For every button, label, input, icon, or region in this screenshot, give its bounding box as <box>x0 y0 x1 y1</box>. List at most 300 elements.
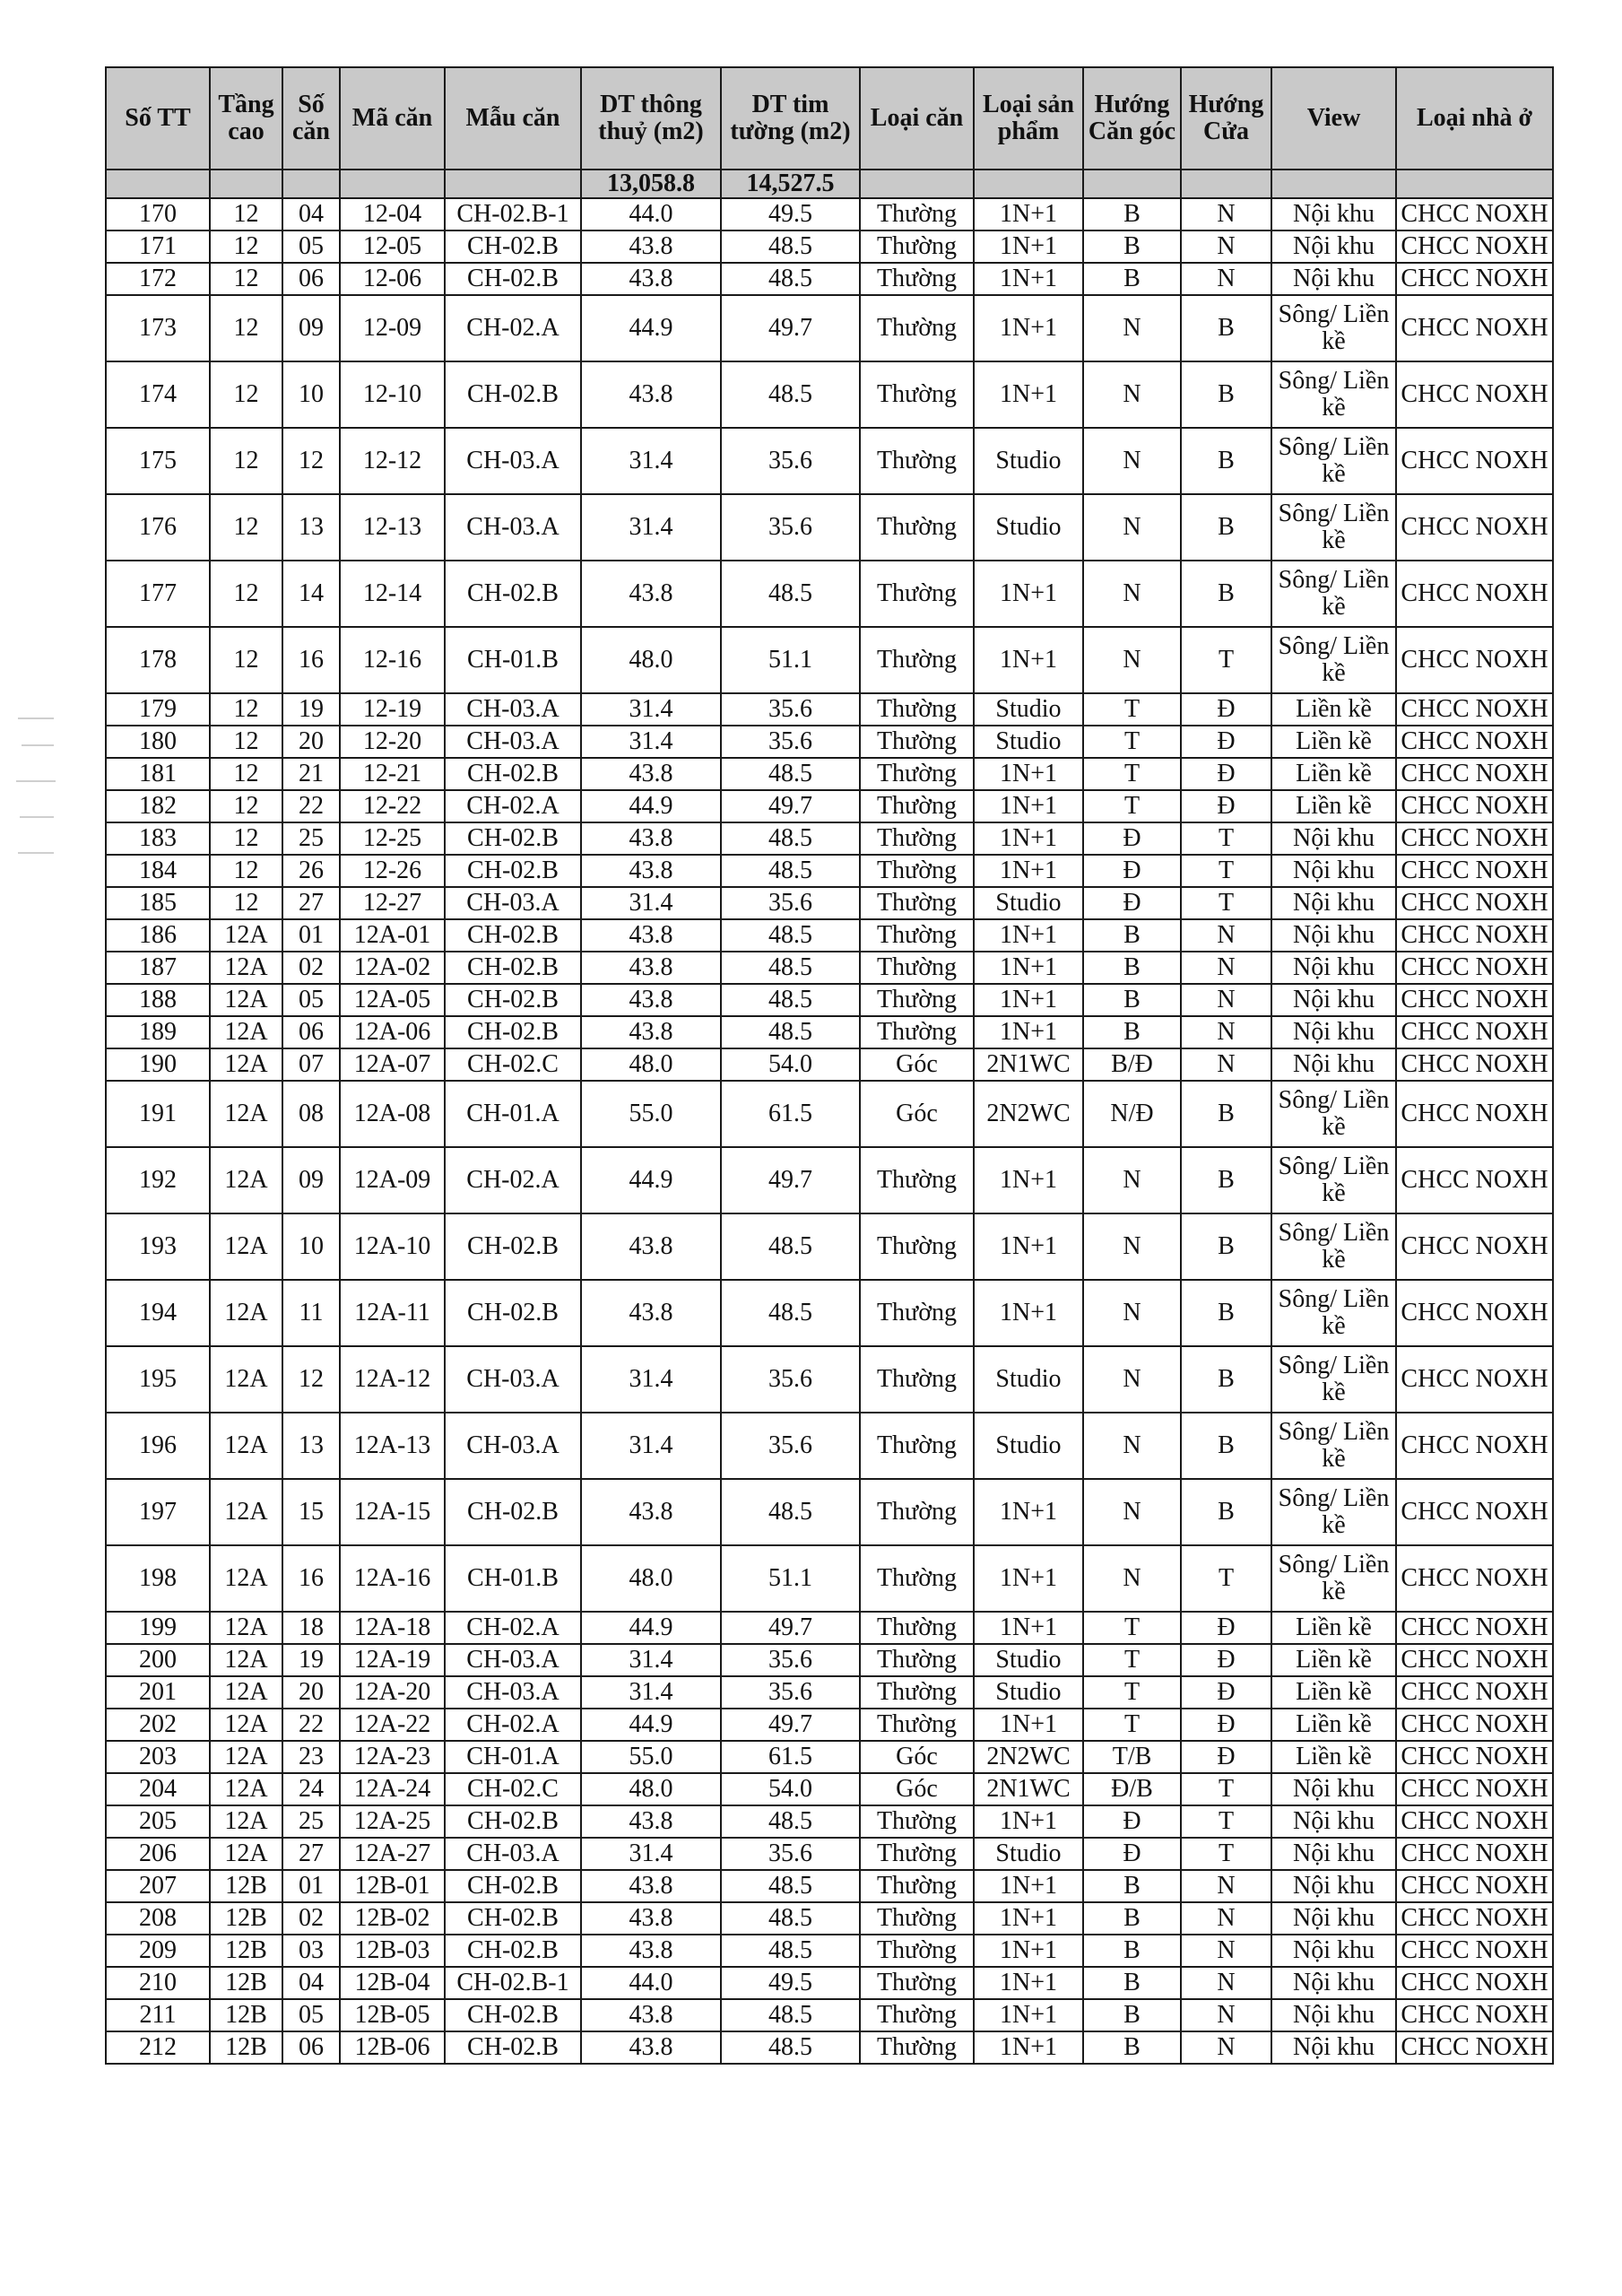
cell-huong-can-goc: B/Đ <box>1083 1048 1181 1081</box>
cell-dt-thong-thuy: 43.8 <box>581 1999 721 2031</box>
cell-so-can: 06 <box>282 2031 340 2064</box>
cell-loai-san-pham: 1N+1 <box>974 1545 1083 1612</box>
cell-dt-tim-tuong: 48.5 <box>721 1016 860 1048</box>
cell-dt-tim-tuong: 35.6 <box>721 1676 860 1709</box>
cell-loai-can: Thường <box>860 887 974 919</box>
cell-dt-thong-thuy: 43.8 <box>581 561 721 627</box>
cell-so-can: 05 <box>282 230 340 263</box>
cell-mau-can: CH-02.B <box>445 1280 581 1346</box>
cell-loai-san-pham: 1N+1 <box>974 1935 1083 1967</box>
cell-tang-cao: 12 <box>210 230 282 263</box>
cell-so-can: 25 <box>282 822 340 855</box>
cell-loai-nha-o: CHCC NOXH <box>1396 2031 1553 2064</box>
cell-mau-can: CH-02.A <box>445 295 581 361</box>
cell-mau-can: CH-02.B <box>445 822 581 855</box>
cell-huong-can-goc: B <box>1083 1902 1181 1935</box>
cell-dt-thong-thuy: 43.8 <box>581 2031 721 2064</box>
table-row <box>106 263 1553 295</box>
cell-huong-cua: T <box>1181 822 1271 855</box>
cell-tang-cao: 12 <box>210 428 282 494</box>
table-row <box>106 1016 1553 1048</box>
cell-huong-cua: T <box>1181 1773 1271 1805</box>
cell-huong-cua: T <box>1181 855 1271 887</box>
cell-loai-san-pham: Studio <box>974 887 1083 919</box>
cell-huong-cua: N <box>1181 1016 1271 1048</box>
cell-dt-thong-thuy: 44.0 <box>581 1967 721 1999</box>
cell-dt-thong-thuy: 43.8 <box>581 952 721 984</box>
cell-ma-can: 12-21 <box>340 758 445 790</box>
cell-tang-cao: 12A <box>210 1741 282 1773</box>
cell-huong-can-goc: B <box>1083 952 1181 984</box>
cell-loai-nha-o: CHCC NOXH <box>1396 1545 1553 1612</box>
cell-so-tt: 195 <box>106 1346 210 1413</box>
cell-huong-can-goc: N <box>1083 1280 1181 1346</box>
table-row <box>106 855 1553 887</box>
cell-loai-san-pham: Studio <box>974 428 1083 494</box>
cell-so-tt: 196 <box>106 1413 210 1479</box>
cell-dt-tim-tuong: 49.7 <box>721 790 860 822</box>
cell-ma-can: 12-26 <box>340 855 445 887</box>
cell-loai-can: Thường <box>860 428 974 494</box>
column-header-loai-nha-o: Loại nhà ở <box>1396 67 1553 170</box>
cell-huong-cua: Đ <box>1181 1644 1271 1676</box>
cell-loai-nha-o: CHCC NOXH <box>1396 1870 1553 1902</box>
cell-loai-nha-o: CHCC NOXH <box>1396 1479 1553 1545</box>
cell-so-tt: 190 <box>106 1048 210 1081</box>
cell-dt-thong-thuy: 44.9 <box>581 295 721 361</box>
cell-so-tt: 200 <box>106 1644 210 1676</box>
cell-huong-can-goc: B <box>1083 984 1181 1016</box>
table-row <box>106 1213 1553 1280</box>
cell-dt-thong-thuy: 43.8 <box>581 1280 721 1346</box>
cell-tang-cao: 12 <box>210 494 282 561</box>
cell-view: Nội khu <box>1271 1902 1396 1935</box>
column-header-dt-tim-tuong: DT tim tường (m2) <box>721 67 860 170</box>
table-row <box>106 627 1553 693</box>
cell-ma-can: 12B-04 <box>340 1967 445 1999</box>
total-loai-nha-o <box>1396 170 1553 198</box>
total-huong-can-goc <box>1083 170 1181 198</box>
cell-loai-can: Góc <box>860 1741 974 1773</box>
cell-loai-can: Thường <box>860 198 974 230</box>
cell-mau-can: CH-02.B-1 <box>445 198 581 230</box>
cell-loai-can: Thường <box>860 919 974 952</box>
cell-loai-nha-o: CHCC NOXH <box>1396 1999 1553 2031</box>
cell-dt-tim-tuong: 35.6 <box>721 1413 860 1479</box>
cell-loai-nha-o: CHCC NOXH <box>1396 561 1553 627</box>
total-so-tt <box>106 170 210 198</box>
cell-loai-san-pham: 1N+1 <box>974 230 1083 263</box>
cell-dt-thong-thuy: 43.8 <box>581 1902 721 1935</box>
cell-tang-cao: 12A <box>210 952 282 984</box>
cell-so-tt: 202 <box>106 1709 210 1741</box>
cell-mau-can: CH-02.B <box>445 952 581 984</box>
cell-dt-tim-tuong: 48.5 <box>721 1902 860 1935</box>
cell-huong-can-goc: N <box>1083 561 1181 627</box>
cell-loai-san-pham: Studio <box>974 1676 1083 1709</box>
table-row <box>106 1147 1553 1213</box>
cell-dt-thong-thuy: 43.8 <box>581 855 721 887</box>
cell-huong-cua: N <box>1181 1870 1271 1902</box>
cell-loai-can: Góc <box>860 1773 974 1805</box>
cell-tang-cao: 12A <box>210 1676 282 1709</box>
cell-dt-thong-thuy: 43.8 <box>581 1016 721 1048</box>
cell-view: Sông/ Liền kề <box>1271 1413 1396 1479</box>
cell-loai-san-pham: 1N+1 <box>974 627 1083 693</box>
cell-tang-cao: 12A <box>210 1048 282 1081</box>
cell-loai-nha-o: CHCC NOXH <box>1396 428 1553 494</box>
cell-loai-can: Thường <box>860 1280 974 1346</box>
cell-huong-cua: B <box>1181 1147 1271 1213</box>
table-row <box>106 919 1553 952</box>
cell-dt-tim-tuong: 51.1 <box>721 627 860 693</box>
cell-dt-tim-tuong: 51.1 <box>721 1545 860 1612</box>
cell-huong-cua: B <box>1181 1213 1271 1280</box>
cell-huong-cua: N <box>1181 952 1271 984</box>
cell-mau-can: CH-02.B <box>445 2031 581 2064</box>
table-row <box>106 361 1553 428</box>
cell-view: Liền kề <box>1271 790 1396 822</box>
table-row <box>106 1935 1553 1967</box>
cell-huong-can-goc: Đ <box>1083 822 1181 855</box>
cell-dt-tim-tuong: 48.5 <box>721 758 860 790</box>
cell-huong-cua: B <box>1181 561 1271 627</box>
cell-loai-can: Thường <box>860 494 974 561</box>
cell-dt-thong-thuy: 31.4 <box>581 1838 721 1870</box>
cell-so-can: 01 <box>282 1870 340 1902</box>
total-view <box>1271 170 1396 198</box>
cell-loai-nha-o: CHCC NOXH <box>1396 1147 1553 1213</box>
cell-ma-can: 12B-03 <box>340 1935 445 1967</box>
cell-so-can: 10 <box>282 361 340 428</box>
cell-dt-thong-thuy: 43.8 <box>581 361 721 428</box>
cell-so-tt: 184 <box>106 855 210 887</box>
cell-ma-can: 12A-10 <box>340 1213 445 1280</box>
cell-loai-nha-o: CHCC NOXH <box>1396 1773 1553 1805</box>
cell-mau-can: CH-02.B <box>445 1479 581 1545</box>
table-row <box>106 952 1553 984</box>
cell-view: Liền kề <box>1271 1676 1396 1709</box>
total-tang-cao <box>210 170 282 198</box>
cell-loai-san-pham: Studio <box>974 726 1083 758</box>
cell-dt-tim-tuong: 48.5 <box>721 984 860 1016</box>
cell-so-tt: 207 <box>106 1870 210 1902</box>
cell-tang-cao: 12A <box>210 919 282 952</box>
cell-tang-cao: 12 <box>210 627 282 693</box>
cell-loai-nha-o: CHCC NOXH <box>1396 1346 1553 1413</box>
cell-so-tt: 194 <box>106 1280 210 1346</box>
column-header-ma-can: Mã căn <box>340 67 445 170</box>
cell-loai-nha-o: CHCC NOXH <box>1396 758 1553 790</box>
cell-mau-can: CH-02.B <box>445 1213 581 1280</box>
total-loai-san-pham <box>974 170 1083 198</box>
cell-so-can: 06 <box>282 1016 340 1048</box>
table-row <box>106 1902 1553 1935</box>
cell-dt-thong-thuy: 44.9 <box>581 790 721 822</box>
cell-dt-tim-tuong: 48.5 <box>721 1479 860 1545</box>
cell-mau-can: CH-01.A <box>445 1081 581 1147</box>
cell-so-tt: 179 <box>106 693 210 726</box>
cell-ma-can: 12A-12 <box>340 1346 445 1413</box>
cell-tang-cao: 12A <box>210 1280 282 1346</box>
cell-loai-can: Thường <box>860 1935 974 1967</box>
cell-dt-tim-tuong: 48.5 <box>721 952 860 984</box>
cell-huong-can-goc: T <box>1083 1676 1181 1709</box>
cell-loai-nha-o: CHCC NOXH <box>1396 1902 1553 1935</box>
cell-mau-can: CH-02.B <box>445 230 581 263</box>
cell-dt-tim-tuong: 48.5 <box>721 1935 860 1967</box>
column-header-so-can: Số căn <box>282 67 340 170</box>
cell-loai-san-pham: Studio <box>974 494 1083 561</box>
table-row <box>106 822 1553 855</box>
cell-dt-thong-thuy: 44.9 <box>581 1709 721 1741</box>
cell-so-tt: 208 <box>106 1902 210 1935</box>
cell-huong-cua: N <box>1181 1902 1271 1935</box>
cell-dt-thong-thuy: 43.8 <box>581 1870 721 1902</box>
cell-loai-can: Thường <box>860 1967 974 1999</box>
cell-view: Nội khu <box>1271 855 1396 887</box>
cell-mau-can: CH-02.B <box>445 1935 581 1967</box>
cell-ma-can: 12-10 <box>340 361 445 428</box>
cell-so-can: 02 <box>282 1902 340 1935</box>
cell-so-can: 27 <box>282 887 340 919</box>
cell-huong-can-goc: T/B <box>1083 1741 1181 1773</box>
cell-loai-san-pham: 1N+1 <box>974 855 1083 887</box>
table-row <box>106 494 1553 561</box>
cell-loai-san-pham: 1N+1 <box>974 1479 1083 1545</box>
totals-row <box>106 170 1553 198</box>
cell-view: Nội khu <box>1271 2031 1396 2064</box>
cell-dt-tim-tuong: 48.5 <box>721 1280 860 1346</box>
cell-loai-can: Thường <box>860 263 974 295</box>
cell-view: Liền kề <box>1271 1644 1396 1676</box>
cell-huong-cua: T <box>1181 1838 1271 1870</box>
cell-loai-can: Thường <box>860 726 974 758</box>
cell-huong-cua: Đ <box>1181 693 1271 726</box>
cell-so-tt: 187 <box>106 952 210 984</box>
cell-tang-cao: 12B <box>210 1967 282 1999</box>
table-row <box>106 984 1553 1016</box>
cell-loai-can: Thường <box>860 1838 974 1870</box>
cell-dt-tim-tuong: 48.5 <box>721 561 860 627</box>
cell-so-can: 24 <box>282 1773 340 1805</box>
table-row <box>106 1280 1553 1346</box>
cell-loai-nha-o: CHCC NOXH <box>1396 790 1553 822</box>
cell-ma-can: 12-22 <box>340 790 445 822</box>
cell-loai-san-pham: 1N+1 <box>974 1967 1083 1999</box>
table-row <box>106 726 1553 758</box>
cell-huong-can-goc: B <box>1083 1967 1181 1999</box>
cell-huong-cua: Đ <box>1181 790 1271 822</box>
cell-huong-can-goc: N <box>1083 494 1181 561</box>
cell-huong-can-goc: B <box>1083 1999 1181 2031</box>
cell-loai-nha-o: CHCC NOXH <box>1396 230 1553 263</box>
table-row <box>106 1676 1553 1709</box>
cell-loai-can: Góc <box>860 1081 974 1147</box>
table-row <box>106 1048 1553 1081</box>
cell-so-can: 25 <box>282 1805 340 1838</box>
cell-mau-can: CH-03.A <box>445 1676 581 1709</box>
table-row <box>106 1773 1553 1805</box>
cell-huong-can-goc: T <box>1083 790 1181 822</box>
cell-view: Nội khu <box>1271 919 1396 952</box>
cell-so-tt: 173 <box>106 295 210 361</box>
cell-so-can: 18 <box>282 1612 340 1644</box>
cell-huong-can-goc: N <box>1083 1147 1181 1213</box>
cell-loai-can: Thường <box>860 693 974 726</box>
cell-mau-can: CH-02.B <box>445 855 581 887</box>
column-header-dt-thong-thuy: DT thông thuỷ (m2) <box>581 67 721 170</box>
cell-view: Nội khu <box>1271 198 1396 230</box>
cell-dt-thong-thuy: 43.8 <box>581 1479 721 1545</box>
cell-loai-san-pham: Studio <box>974 1644 1083 1676</box>
cell-huong-cua: T <box>1181 1805 1271 1838</box>
cell-so-can: 05 <box>282 984 340 1016</box>
cell-huong-cua: T <box>1181 887 1271 919</box>
cell-huong-can-goc: B <box>1083 1870 1181 1902</box>
cell-so-tt: 198 <box>106 1545 210 1612</box>
cell-loai-can: Thường <box>860 1413 974 1479</box>
cell-huong-cua: N <box>1181 1935 1271 1967</box>
cell-tang-cao: 12B <box>210 1999 282 2031</box>
cell-view: Liền kề <box>1271 726 1396 758</box>
cell-so-tt: 171 <box>106 230 210 263</box>
cell-loai-can: Thường <box>860 230 974 263</box>
cell-loai-can: Thường <box>860 855 974 887</box>
cell-loai-san-pham: 1N+1 <box>974 1016 1083 1048</box>
cell-dt-tim-tuong: 35.6 <box>721 1644 860 1676</box>
cell-mau-can: CH-03.A <box>445 494 581 561</box>
cell-mau-can: CH-02.B <box>445 1870 581 1902</box>
cell-loai-can: Thường <box>860 295 974 361</box>
cell-mau-can: CH-02.B <box>445 1902 581 1935</box>
cell-huong-cua: B <box>1181 361 1271 428</box>
cell-huong-cua: N <box>1181 984 1271 1016</box>
cell-loai-can: Thường <box>860 1805 974 1838</box>
cell-loai-san-pham: 1N+1 <box>974 758 1083 790</box>
cell-loai-nha-o: CHCC NOXH <box>1396 822 1553 855</box>
cell-tang-cao: 12 <box>210 693 282 726</box>
cell-tang-cao: 12A <box>210 1612 282 1644</box>
cell-huong-cua: Đ <box>1181 1612 1271 1644</box>
cell-so-tt: 197 <box>106 1479 210 1545</box>
cell-huong-can-goc: Đ <box>1083 1805 1181 1838</box>
cell-view: Nội khu <box>1271 952 1396 984</box>
cell-mau-can: CH-02.C <box>445 1048 581 1081</box>
cell-loai-nha-o: CHCC NOXH <box>1396 1676 1553 1709</box>
cell-dt-thong-thuy: 43.8 <box>581 919 721 952</box>
cell-huong-cua: N <box>1181 2031 1271 2064</box>
cell-huong-cua: Đ <box>1181 726 1271 758</box>
cell-huong-can-goc: T <box>1083 758 1181 790</box>
cell-so-can: 26 <box>282 855 340 887</box>
table-row <box>106 198 1553 230</box>
cell-tang-cao: 12A <box>210 1081 282 1147</box>
cell-mau-can: CH-03.A <box>445 693 581 726</box>
cell-ma-can: 12-04 <box>340 198 445 230</box>
cell-loai-san-pham: 1N+1 <box>974 263 1083 295</box>
cell-ma-can: 12A-06 <box>340 1016 445 1048</box>
cell-so-tt: 193 <box>106 1213 210 1280</box>
cell-dt-tim-tuong: 48.5 <box>721 1805 860 1838</box>
cell-tang-cao: 12B <box>210 1870 282 1902</box>
cell-so-can: 12 <box>282 428 340 494</box>
table-row <box>106 1346 1553 1413</box>
cell-tang-cao: 12 <box>210 822 282 855</box>
cell-so-tt: 181 <box>106 758 210 790</box>
cell-dt-thong-thuy: 48.0 <box>581 1048 721 1081</box>
cell-dt-tim-tuong: 35.6 <box>721 1346 860 1413</box>
cell-dt-tim-tuong: 61.5 <box>721 1081 860 1147</box>
cell-tang-cao: 12 <box>210 295 282 361</box>
cell-tang-cao: 12A <box>210 1147 282 1213</box>
cell-loai-san-pham: 1N+1 <box>974 1902 1083 1935</box>
table-row <box>106 1545 1553 1612</box>
cell-loai-can: Thường <box>860 1147 974 1213</box>
cell-tang-cao: 12A <box>210 984 282 1016</box>
cell-dt-thong-thuy: 31.4 <box>581 1644 721 1676</box>
cell-dt-thong-thuy: 43.8 <box>581 984 721 1016</box>
cell-loai-san-pham: 1N+1 <box>974 1213 1083 1280</box>
table-row <box>106 295 1553 361</box>
column-header-tang-cao: Tầng cao <box>210 67 282 170</box>
table-row <box>106 1741 1553 1773</box>
cell-loai-can: Thường <box>860 627 974 693</box>
cell-mau-can: CH-03.A <box>445 1413 581 1479</box>
total-dt-thong-thuy: 13,058.8 <box>581 170 721 198</box>
cell-dt-thong-thuy: 43.8 <box>581 1935 721 1967</box>
cell-loai-san-pham: 1N+1 <box>974 1870 1083 1902</box>
cell-view: Nội khu <box>1271 887 1396 919</box>
cell-so-tt: 183 <box>106 822 210 855</box>
cell-huong-can-goc: T <box>1083 1709 1181 1741</box>
table-body <box>106 198 1553 2064</box>
cell-so-tt: 209 <box>106 1935 210 1967</box>
cell-so-can: 19 <box>282 693 340 726</box>
cell-loai-nha-o: CHCC NOXH <box>1396 494 1553 561</box>
cell-view: Sông/ Liền kề <box>1271 1545 1396 1612</box>
cell-tang-cao: 12 <box>210 758 282 790</box>
cell-so-can: 20 <box>282 726 340 758</box>
cell-ma-can: 12A-24 <box>340 1773 445 1805</box>
table-row <box>106 1967 1553 1999</box>
cell-so-tt: 212 <box>106 2031 210 2064</box>
cell-mau-can: CH-02.B <box>445 1999 581 2031</box>
cell-so-tt: 178 <box>106 627 210 693</box>
cell-huong-cua: Đ <box>1181 1741 1271 1773</box>
cell-mau-can: CH-03.A <box>445 887 581 919</box>
column-header-huong-can-goc: Hướng Căn góc <box>1083 67 1181 170</box>
cell-view: Sông/ Liền kề <box>1271 494 1396 561</box>
cell-so-can: 27 <box>282 1838 340 1870</box>
apartment-table <box>105 66 1554 2065</box>
cell-view: Sông/ Liền kề <box>1271 1346 1396 1413</box>
cell-loai-san-pham: 1N+1 <box>974 1805 1083 1838</box>
cell-loai-nha-o: CHCC NOXH <box>1396 855 1553 887</box>
cell-huong-can-goc: Đ/B <box>1083 1773 1181 1805</box>
table-row <box>106 1870 1553 1902</box>
cell-ma-can: 12-20 <box>340 726 445 758</box>
cell-dt-thong-thuy: 44.0 <box>581 198 721 230</box>
cell-loai-san-pham: Studio <box>974 1346 1083 1413</box>
cell-dt-tim-tuong: 35.6 <box>721 494 860 561</box>
cell-ma-can: 12A-22 <box>340 1709 445 1741</box>
cell-loai-can: Thường <box>860 1870 974 1902</box>
cell-so-tt: 210 <box>106 1967 210 1999</box>
cell-so-tt: 174 <box>106 361 210 428</box>
cell-dt-thong-thuy: 44.9 <box>581 1612 721 1644</box>
cell-dt-tim-tuong: 35.6 <box>721 428 860 494</box>
